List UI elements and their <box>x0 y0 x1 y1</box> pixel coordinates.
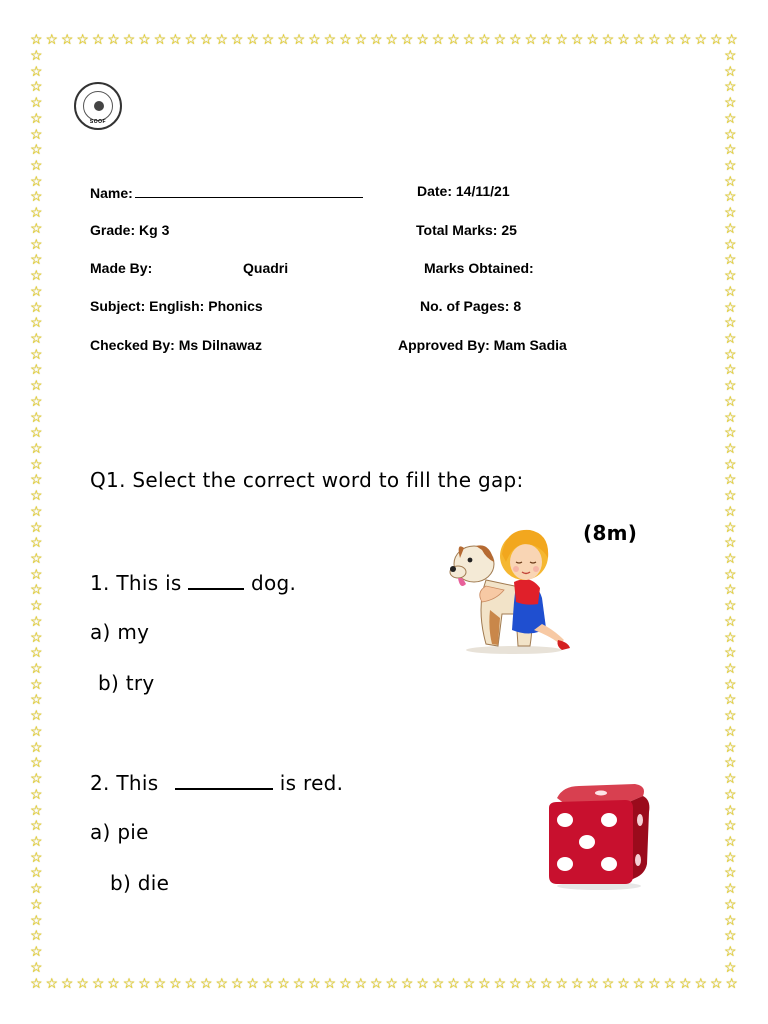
star-icon: ☆ <box>462 31 476 47</box>
item-1-option-a[interactable]: a) my <box>90 620 150 644</box>
star-icon: ☆ <box>30 911 43 928</box>
item-2-blank[interactable] <box>175 770 273 790</box>
star-icon: ☆ <box>724 660 737 677</box>
item-2-stem-before: 2. This <box>90 771 159 795</box>
star-icon: ☆ <box>30 109 43 126</box>
star-icon: ☆ <box>30 660 43 677</box>
star-icon: ☆ <box>261 31 275 47</box>
star-icon: ☆ <box>724 895 737 912</box>
total-marks-text: Total Marks: 25 <box>416 222 517 238</box>
star-icon: ☆ <box>30 78 43 95</box>
approved-by-text: Approved By: Mam Sadia <box>398 337 567 353</box>
star-icon: ☆ <box>724 94 737 111</box>
star-icon: ☆ <box>30 801 43 818</box>
star-icon: ☆ <box>30 707 43 724</box>
star-icon: ☆ <box>724 251 737 268</box>
star-icon: ☆ <box>30 770 43 787</box>
name-blank-line[interactable] <box>135 183 363 198</box>
date-text: Date: 14/11/21 <box>417 183 510 199</box>
star-icon: ☆ <box>30 754 43 771</box>
star-icon: ☆ <box>308 975 321 991</box>
star-icon: ☆ <box>447 975 460 991</box>
item-2-option-a[interactable]: a) pie <box>90 820 149 844</box>
star-icon: ☆ <box>122 31 136 47</box>
star-icon: ☆ <box>724 298 737 315</box>
checked-by-text: Checked By: Ms Dilnawaz <box>90 337 262 353</box>
star-icon: ☆ <box>30 518 43 535</box>
star-icon: ☆ <box>724 314 737 331</box>
star-icon: ☆ <box>724 801 737 818</box>
star-icon: ☆ <box>724 612 737 629</box>
star-icon: ☆ <box>724 424 737 441</box>
star-icon: ☆ <box>570 31 584 47</box>
star-icon: ☆ <box>694 975 708 991</box>
marks-obtained-text: Marks Obtained: <box>424 260 534 276</box>
star-icon: ☆ <box>107 31 120 47</box>
star-icon: ☆ <box>431 31 445 47</box>
star-icon: ☆ <box>230 975 244 991</box>
star-icon: ☆ <box>30 392 43 409</box>
star-icon: ☆ <box>354 975 368 991</box>
star-icon: ☆ <box>30 722 43 739</box>
star-icon: ☆ <box>724 754 737 771</box>
star-icon: ☆ <box>30 785 43 802</box>
star-icon: ☆ <box>30 235 43 252</box>
star-icon: ☆ <box>30 471 43 488</box>
star-icon: ☆ <box>724 691 737 708</box>
star-icon: ☆ <box>76 975 89 991</box>
star-icon: ☆ <box>30 377 43 394</box>
made-by-label: Made By: <box>90 260 153 276</box>
star-icon: ☆ <box>30 267 43 284</box>
star-icon: ☆ <box>416 31 429 47</box>
star-icon: ☆ <box>539 975 553 991</box>
star-icon: ☆ <box>617 975 630 991</box>
item-1-blank[interactable] <box>188 570 244 590</box>
star-icon: ☆ <box>30 675 43 692</box>
star-icon: ☆ <box>431 975 445 991</box>
star-icon: ☆ <box>30 597 43 614</box>
star-icon: ☆ <box>724 188 737 205</box>
star-icon: ☆ <box>169 31 182 47</box>
star-icon: ☆ <box>725 31 738 47</box>
star-icon: ☆ <box>724 927 737 944</box>
item-1-stem <box>90 570 296 595</box>
star-icon: ☆ <box>339 31 352 47</box>
star-icon: ☆ <box>679 31 692 47</box>
star-icon: ☆ <box>724 785 737 802</box>
star-icon: ☆ <box>30 157 43 174</box>
star-icon: ☆ <box>555 31 568 47</box>
pages-text: No. of Pages: 8 <box>420 298 522 314</box>
star-icon: ☆ <box>30 314 43 331</box>
star-icon: ☆ <box>30 141 43 158</box>
girl-hugging-dog-image <box>446 518 576 656</box>
star-icon: ☆ <box>724 487 737 504</box>
star-icon: ☆ <box>30 565 43 582</box>
question-heading: Q1. Select the correct word to fill the gap: <box>90 468 524 492</box>
star-icon: ☆ <box>601 975 615 991</box>
star-icon: ☆ <box>215 31 228 47</box>
star-icon: ☆ <box>215 975 228 991</box>
star-icon: ☆ <box>724 628 737 645</box>
item-1-stem-after: dog. <box>251 571 297 595</box>
star-icon: ☆ <box>385 975 398 991</box>
star-icon: ☆ <box>724 157 737 174</box>
star-icon: ☆ <box>724 675 737 692</box>
made-by-value: Quadri <box>243 260 289 276</box>
star-icon: ☆ <box>724 141 737 158</box>
star-icon: ☆ <box>30 958 43 975</box>
star-icon: ☆ <box>724 550 737 566</box>
star-icon: ☆ <box>30 125 43 142</box>
star-icon: ☆ <box>724 235 737 252</box>
star-icon: ☆ <box>30 345 43 362</box>
star-icon: ☆ <box>30 691 43 708</box>
name-field <box>90 183 363 201</box>
star-icon: ☆ <box>570 975 584 991</box>
star-icon: ☆ <box>30 251 43 268</box>
logo-dot <box>94 101 104 111</box>
item-2-stem-after: is red. <box>279 771 344 795</box>
star-icon: ☆ <box>663 975 677 991</box>
star-icon: ☆ <box>292 31 306 47</box>
star-icon: ☆ <box>724 78 737 95</box>
star-icon: ☆ <box>30 832 43 849</box>
star-icon: ☆ <box>91 31 105 47</box>
star-icon: ☆ <box>724 471 737 488</box>
star-icon: ☆ <box>30 204 43 221</box>
star-border-bottom <box>30 976 738 990</box>
star-icon: ☆ <box>617 31 630 47</box>
star-icon: ☆ <box>339 975 352 991</box>
star-icon: ☆ <box>30 644 43 661</box>
star-icon: ☆ <box>184 31 198 47</box>
star-icon: ☆ <box>663 31 677 47</box>
star-icon: ☆ <box>724 439 737 456</box>
star-icon: ☆ <box>493 31 507 47</box>
star-icon: ☆ <box>648 975 661 991</box>
star-icon: ☆ <box>30 612 43 629</box>
star-icon: ☆ <box>354 31 368 47</box>
star-border-left <box>30 48 43 974</box>
star-icon: ☆ <box>724 880 737 897</box>
star-icon: ☆ <box>323 31 337 47</box>
star-icon: ☆ <box>724 455 737 472</box>
star-icon: ☆ <box>30 424 43 441</box>
star-icon: ☆ <box>153 975 167 991</box>
star-icon: ☆ <box>724 597 737 614</box>
star-icon: ☆ <box>632 975 646 991</box>
star-icon: ☆ <box>724 707 737 724</box>
star-icon: ☆ <box>30 738 43 755</box>
star-icon: ☆ <box>493 975 507 991</box>
star-icon: ☆ <box>724 125 737 142</box>
star-icon: ☆ <box>277 31 290 47</box>
question-marks: (8m) <box>583 521 638 545</box>
star-icon: ☆ <box>230 31 244 47</box>
star-icon: ☆ <box>45 975 59 991</box>
star-icon: ☆ <box>30 455 43 472</box>
star-icon: ☆ <box>724 204 737 221</box>
star-icon: ☆ <box>76 31 89 47</box>
star-icon: ☆ <box>724 408 737 425</box>
star-icon: ☆ <box>462 975 476 991</box>
star-icon: ☆ <box>724 518 737 535</box>
star-icon: ☆ <box>30 298 43 315</box>
star-icon: ☆ <box>323 975 337 991</box>
star-icon: ☆ <box>30 31 43 47</box>
star-icon: ☆ <box>724 109 737 126</box>
star-icon: ☆ <box>724 581 737 598</box>
star-icon: ☆ <box>416 975 429 991</box>
star-icon: ☆ <box>30 581 43 598</box>
star-icon: ☆ <box>30 942 43 959</box>
name-label: Name: <box>90 185 133 201</box>
star-icon: ☆ <box>30 172 43 189</box>
star-icon: ☆ <box>30 282 43 299</box>
star-icon: ☆ <box>30 502 43 519</box>
star-icon: ☆ <box>509 31 522 47</box>
star-icon: ☆ <box>30 534 43 551</box>
star-icon: ☆ <box>724 172 737 189</box>
star-icon: ☆ <box>724 565 737 582</box>
item-2-stem <box>90 770 343 795</box>
school-logo <box>74 82 122 130</box>
star-icon: ☆ <box>199 975 213 991</box>
star-icon: ☆ <box>30 927 43 944</box>
star-icon: ☆ <box>369 31 383 47</box>
red-die-image <box>543 780 655 892</box>
star-icon: ☆ <box>586 31 599 47</box>
item-1-stem-before: 1. This is <box>90 571 182 595</box>
star-icon: ☆ <box>30 188 43 205</box>
star-icon: ☆ <box>400 31 414 47</box>
star-icon: ☆ <box>724 392 737 409</box>
star-icon: ☆ <box>30 895 43 912</box>
star-icon: ☆ <box>679 975 692 991</box>
star-icon: ☆ <box>724 62 737 79</box>
star-icon: ☆ <box>138 975 151 991</box>
star-icon: ☆ <box>724 329 737 346</box>
star-icon: ☆ <box>246 975 259 991</box>
star-icon: ☆ <box>724 848 737 865</box>
subject-text: Subject: English: Phonics <box>90 298 263 314</box>
star-icon: ☆ <box>30 62 43 79</box>
star-icon: ☆ <box>385 31 398 47</box>
star-icon: ☆ <box>724 345 737 362</box>
star-icon: ☆ <box>724 267 737 284</box>
star-icon: ☆ <box>169 975 182 991</box>
star-icon: ☆ <box>724 377 737 394</box>
star-icon: ☆ <box>277 975 290 991</box>
star-icon: ☆ <box>724 644 737 661</box>
star-icon: ☆ <box>724 864 737 881</box>
star-icon: ☆ <box>30 47 43 63</box>
star-icon: ☆ <box>478 31 491 47</box>
star-icon: ☆ <box>30 550 43 566</box>
star-icon: ☆ <box>30 439 43 456</box>
star-icon: ☆ <box>153 31 167 47</box>
star-icon: ☆ <box>509 975 522 991</box>
star-icon: ☆ <box>30 628 43 645</box>
grade-text: Grade: Kg 3 <box>90 222 170 238</box>
star-icon: ☆ <box>524 31 538 47</box>
star-icon: ☆ <box>107 975 120 991</box>
item-2-option-b[interactable]: b) die <box>110 871 170 895</box>
star-icon: ☆ <box>724 361 737 378</box>
star-icon: ☆ <box>709 31 723 47</box>
star-icon: ☆ <box>724 219 737 236</box>
star-icon: ☆ <box>725 975 738 991</box>
star-icon: ☆ <box>724 47 737 63</box>
logo-text: SOOF <box>89 119 107 125</box>
star-icon: ☆ <box>555 975 568 991</box>
star-icon: ☆ <box>709 975 723 991</box>
star-icon: ☆ <box>184 975 198 991</box>
star-icon: ☆ <box>30 219 43 236</box>
star-icon: ☆ <box>524 975 538 991</box>
star-icon: ☆ <box>30 94 43 111</box>
star-icon: ☆ <box>447 31 460 47</box>
star-icon: ☆ <box>601 31 615 47</box>
star-icon: ☆ <box>199 31 213 47</box>
star-icon: ☆ <box>246 31 259 47</box>
star-icon: ☆ <box>724 738 737 755</box>
star-icon: ☆ <box>724 722 737 739</box>
star-icon: ☆ <box>261 975 275 991</box>
star-icon: ☆ <box>60 31 74 47</box>
star-icon: ☆ <box>30 864 43 881</box>
star-icon: ☆ <box>724 282 737 299</box>
star-icon: ☆ <box>724 534 737 551</box>
star-icon: ☆ <box>586 975 599 991</box>
star-icon: ☆ <box>122 975 136 991</box>
star-icon: ☆ <box>724 942 737 959</box>
logo-emblem <box>83 91 113 121</box>
star-icon: ☆ <box>60 975 74 991</box>
star-icon: ☆ <box>30 329 43 346</box>
star-border-right <box>724 48 737 974</box>
star-icon: ☆ <box>30 848 43 865</box>
star-icon: ☆ <box>400 975 414 991</box>
star-icon: ☆ <box>45 31 59 47</box>
star-icon: ☆ <box>308 31 321 47</box>
star-icon: ☆ <box>724 817 737 834</box>
star-icon: ☆ <box>694 31 708 47</box>
star-icon: ☆ <box>91 975 105 991</box>
star-icon: ☆ <box>369 975 383 991</box>
star-icon: ☆ <box>724 502 737 519</box>
star-icon: ☆ <box>30 408 43 425</box>
star-border-top <box>30 32 738 46</box>
star-icon: ☆ <box>724 958 737 975</box>
star-icon: ☆ <box>724 832 737 849</box>
star-icon: ☆ <box>30 817 43 834</box>
star-icon: ☆ <box>30 975 43 991</box>
star-icon: ☆ <box>724 911 737 928</box>
star-icon: ☆ <box>292 975 306 991</box>
item-1-option-b[interactable]: b) try <box>98 671 155 695</box>
star-icon: ☆ <box>30 487 43 504</box>
star-icon: ☆ <box>138 31 151 47</box>
star-icon: ☆ <box>632 31 646 47</box>
star-icon: ☆ <box>539 31 553 47</box>
star-icon: ☆ <box>30 361 43 378</box>
star-icon: ☆ <box>724 770 737 787</box>
star-icon: ☆ <box>648 31 661 47</box>
star-icon: ☆ <box>30 880 43 897</box>
star-icon: ☆ <box>478 975 491 991</box>
